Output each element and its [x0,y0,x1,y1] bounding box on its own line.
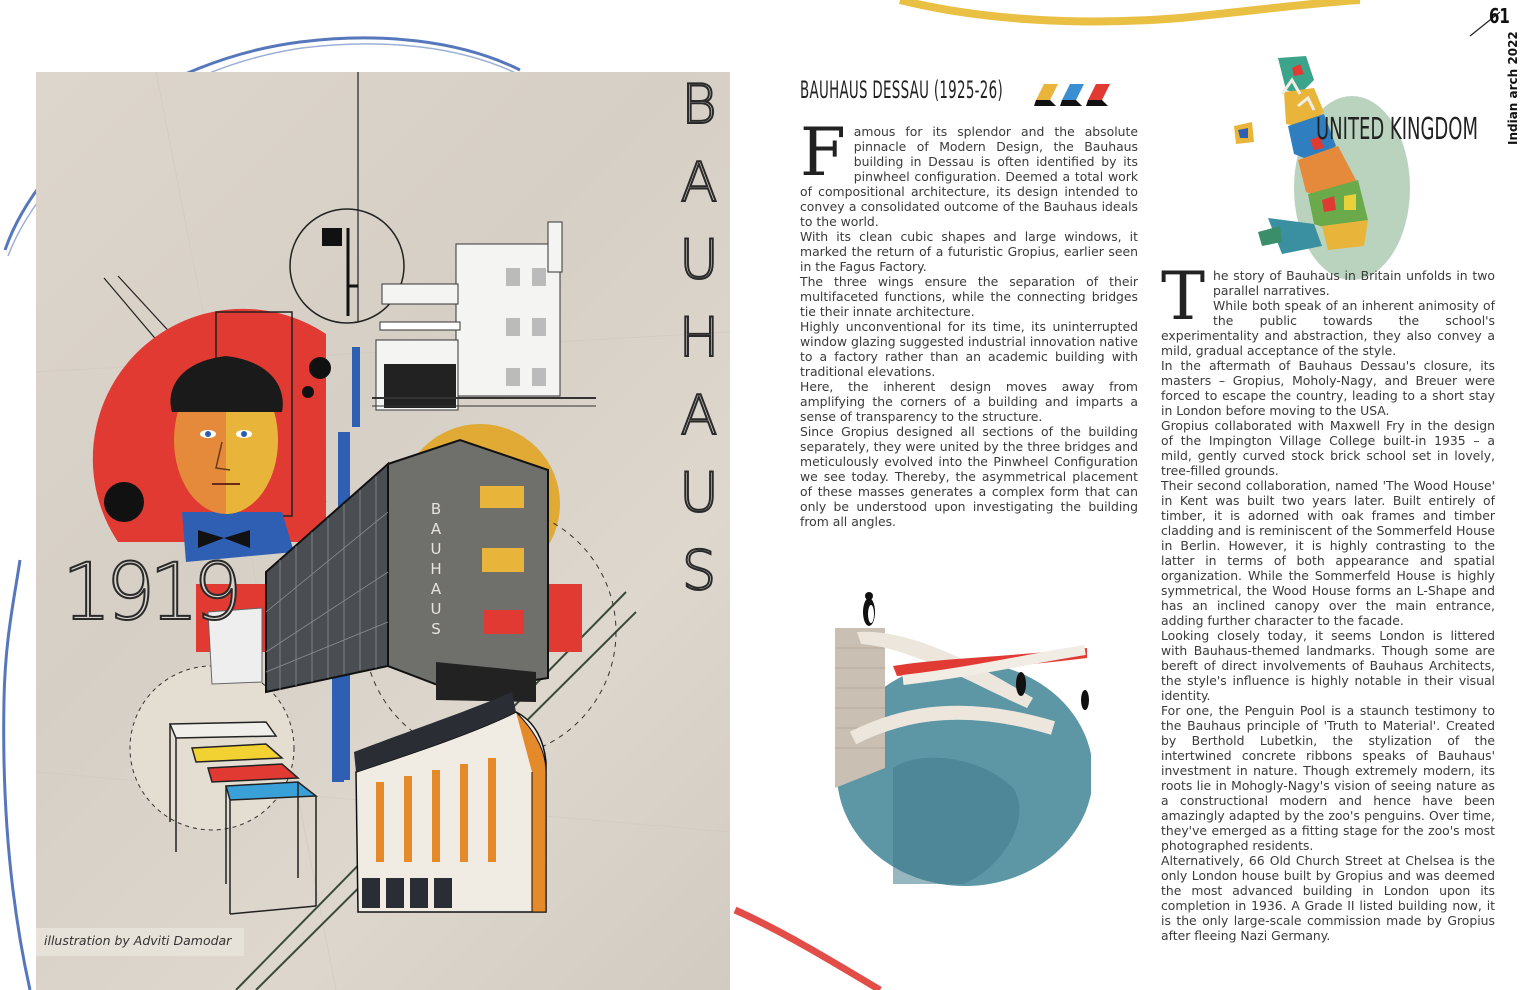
paragraph: While both speak of an inherent animosity of the public towards the school's experimentality and abstraction, they also convey a mild, gradual acceptance of the style. [1161,298,1495,358]
bauhaus-poster-illustration [36,72,730,990]
building-sign-letter: A [430,580,442,598]
poster-title-letter: U [679,228,719,292]
paragraph: Their second collaboration, named 'The Wood House' in Kent was built two years later. Built entirely of timber, it is adorned with oak frames and timber cladding and is reminiscent of the Sommerfeld House in Berlin. However, it is highly contrasting to the latter in terms of both appearance and spatial organization. While the Sommerfeld House is highly symmetrical, the Wood House forms an L-Shape and has an inclined canopy over the main entrance, adding further character to the facade. [1161,478,1495,628]
uk-body-text [1161,258,1495,943]
dropcap: T [1161,258,1206,335]
dessau-body-text [800,114,1138,529]
paragraph: Since Gropius designed all sections of the building separately, they were united by the three bridges and meticulously evolved into the Pinwheel Configuration we see today. Thereby, the asymmetrical placement of these masses generates a complex form that can only be understood upon investigating the building from all angles. [800,424,1138,529]
poster-artwork [36,72,730,990]
poster-title-letter: U [679,461,719,525]
building-sign-letter: S [431,620,441,638]
poster-title-letter: B [681,73,717,136]
paragraph: The three wings ensure the separation of their multifaceted functions, while the connecting bridges tie their innate architecture. [800,274,1138,319]
uk-map-illustration [1228,50,1428,280]
dropcap: F [800,114,846,191]
paragraph: Gropius collaborated with Maxwell Fry in the design of the Impington Village College built-in 1935 – a mild, gently curved stock brick school set in lovely, tree-filled grounds. [1161,418,1495,478]
white-villa-illustration [372,222,596,410]
paragraph: Alternatively, 66 Old Church Street at Chelsea is the only London house built by Gropius and was deemed the most advanced building in London upon its completion in 1936. A Grade II listed building now, it is the only large-scale commission made by Gropius after fleeing Nazi Germany. [1161,853,1495,943]
poster-title-letter: A [680,150,718,214]
bauhaus-blocks-icon [1032,78,1112,106]
building-sign-letter: U [430,540,442,558]
building-sign-letter: A [430,520,442,538]
paragraph: With its clean cubic shapes and large windows, it marked the return of a futuristic Gropius, earlier seen in the Fagus Factory. [800,229,1138,274]
section-heading-uk: UNITED KINGDOM [1316,112,1478,147]
gropius-portrait [170,356,294,562]
paragraph: In the aftermath of Bauhaus Dessau's closure, its masters – Gropius, Moholy-Nagy, and Breuer were forced to escape the country, leading to a short stay in London before moving to the USA. [1161,358,1495,418]
poster-year: 1919 [62,548,237,638]
paragraph: Here, the inherent design moves away from amplifying the corners of a building and imparts a sense of transparency to the structure. [800,379,1138,424]
paragraph: Highly unconventional for its time, its uninterrupted window glazing suggested industrial innovation native to a factory rather than an academic building with traditional elevations. [800,319,1138,379]
building-sign-letter: U [430,600,442,618]
page-number: 61 [1489,4,1510,28]
orange-stripe-building-illustration [354,692,546,912]
poster-vertical-title [668,73,730,602]
building-sign-letter: H [430,560,442,578]
building-sign [426,500,446,638]
running-head: Indian arch 2022 [1506,31,1520,145]
poster-title-letter: A [680,383,718,447]
penguin-pool-illustration [833,588,1091,888]
paragraph: For one, the Penguin Pool is a staunch testimony to the Bauhaus principle of 'Truth to Material'. Created by Berthold Lubetkin, the stylization of the intertwined concrete ribbons speaks of Bauhaus' investment in nature. Though extremely modern, its roots lie in Mohogly-Nagy's vision of seeing nature as a constructional modern and hence have been amazingly adapted by the zoo's penguins. Over time, they've emerged as a fitting stage for the zoo's most photographed residents. [1161,703,1495,853]
poster-title-letter: S [681,538,717,602]
section-heading-dessau: BAUHAUS DESSAU (1925-26) [800,76,1003,104]
paragraph: amous for its splendor and the absolute pinnacle of Modern Design, the Bauhaus building in Dessau is often identified by its pinwheel configuration. Deemed a total work of compositional architecture, its design intended to convey a consolidated outcome of the Bauhaus ideals to the world. [800,124,1138,229]
building-sign-letter: B [430,500,442,518]
illustration-credit: illustration by Adviti Damodar [36,928,244,956]
paragraph: Looking closely today, it seems London is littered with Bauhaus-themed landmarks. Though some are bereft of direct involvements of Bauhaus Architects, the style's influence is highly notable in their visual identity. [1161,628,1495,703]
paragraph: he story of Bauhaus in Britain unfolds in two parallel narratives. [1213,268,1495,298]
poster-title-letter: H [678,305,720,369]
